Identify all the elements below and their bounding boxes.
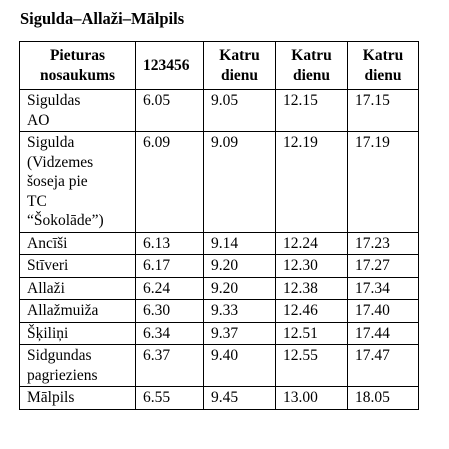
header-days-code: 123456	[136, 42, 204, 90]
stop-name-cell: Mālpils	[20, 387, 136, 410]
departure-time-cell: 6.13	[136, 232, 204, 255]
departure-time-cell: 17.27	[348, 255, 419, 278]
table-row	[20, 387, 419, 410]
header-daily-1: Katru dienu	[204, 42, 276, 90]
departure-time-cell: 9.20	[204, 277, 276, 300]
stop-name-cell: Sigulda (Vidzemes šoseja pie TC “Šokolāde”)	[20, 132, 136, 233]
departure-time-cell: 17.40	[348, 300, 419, 323]
stop-name-cell: Stīveri	[20, 255, 136, 278]
stop-name-cell: Šķiliņi	[20, 322, 136, 345]
departure-time-cell: 18.05	[348, 387, 419, 410]
stop-name-cell: Allaži	[20, 277, 136, 300]
departure-time-cell: 17.47	[348, 345, 419, 387]
table-row	[20, 300, 419, 323]
departure-time-cell: 9.14	[204, 232, 276, 255]
departure-time-cell: 9.09	[204, 132, 276, 233]
table-row	[20, 255, 419, 278]
departure-time-cell: 12.19	[276, 132, 348, 233]
departure-time-cell: 17.19	[348, 132, 419, 233]
departure-time-cell: 12.15	[276, 90, 348, 132]
departure-time-cell: 13.00	[276, 387, 348, 410]
departure-time-cell: 12.46	[276, 300, 348, 323]
header-daily-3: Katru dienu	[348, 42, 419, 90]
stop-name-cell: Sidgundas pagrieziens	[20, 345, 136, 387]
departure-time-cell: 9.45	[204, 387, 276, 410]
departure-time-cell: 6.17	[136, 255, 204, 278]
departure-time-cell: 17.44	[348, 322, 419, 345]
table-row	[20, 322, 419, 345]
departure-time-cell: 17.34	[348, 277, 419, 300]
departure-time-cell: 17.15	[348, 90, 419, 132]
departure-time-cell: 12.30	[276, 255, 348, 278]
table-header-row	[20, 42, 419, 90]
timetable-title: Sigulda–Allaži–Mālpils	[20, 9, 185, 28]
departure-time-cell: 6.05	[136, 90, 204, 132]
departure-time-cell: 9.20	[204, 255, 276, 278]
departure-time-cell: 6.30	[136, 300, 204, 323]
departure-time-cell: 9.37	[204, 322, 276, 345]
departure-time-cell: 6.09	[136, 132, 204, 233]
departure-time-cell: 6.34	[136, 322, 204, 345]
departure-time-cell: 12.55	[276, 345, 348, 387]
timetable-body	[20, 90, 419, 410]
departure-time-cell: 9.40	[204, 345, 276, 387]
departure-time-cell: 9.33	[204, 300, 276, 323]
stop-name-cell: Ancīši	[20, 232, 136, 255]
departure-time-cell: 6.55	[136, 387, 204, 410]
stop-name-cell: Allažmuiža	[20, 300, 136, 323]
header-daily-2: Katru dienu	[276, 42, 348, 90]
table-row	[20, 90, 419, 132]
departure-time-cell: 6.37	[136, 345, 204, 387]
departure-time-cell: 17.23	[348, 232, 419, 255]
table-row	[20, 132, 419, 233]
table-row	[20, 345, 419, 387]
departure-time-cell: 9.05	[204, 90, 276, 132]
stop-name-cell: Siguldas AO	[20, 90, 136, 132]
departure-time-cell: 12.38	[276, 277, 348, 300]
table-row	[20, 277, 419, 300]
departure-time-cell: 12.24	[276, 232, 348, 255]
table-row	[20, 232, 419, 255]
departure-time-cell: 6.24	[136, 277, 204, 300]
departure-time-cell: 12.51	[276, 322, 348, 345]
header-stop-name: Pieturas nosaukums	[20, 42, 136, 90]
timetable	[19, 41, 419, 410]
